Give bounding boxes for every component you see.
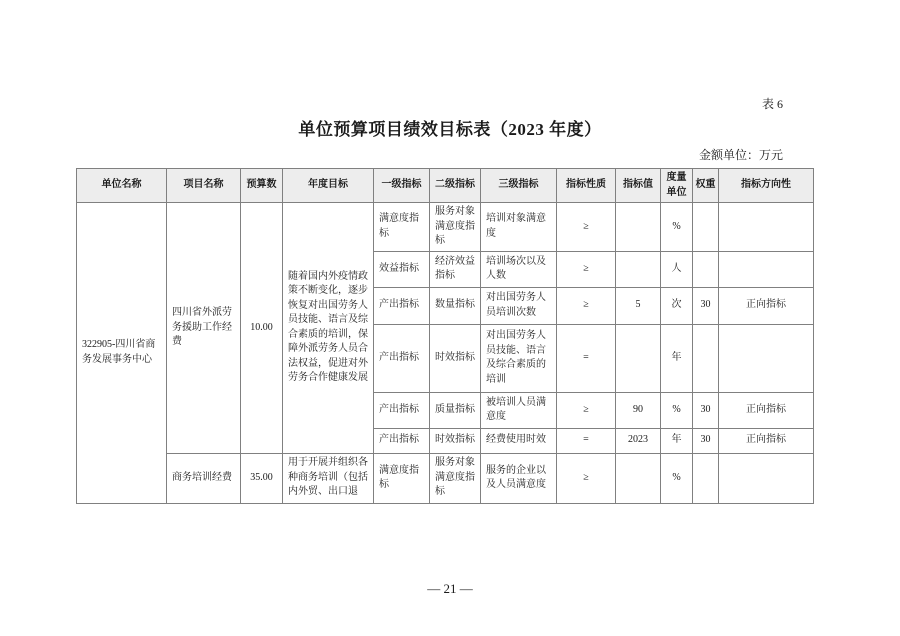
annual-goal-cell: 随着国内外疫情政策不断变化，逐步恢复对出国劳务人员技能、语言及综合素质的培训，保障外派劳务人员合法权益，促进对外劳务合作健康发展 <box>283 203 374 454</box>
header-project-name: 项目名称 <box>167 169 241 203</box>
direction-cell: 正向指标 <box>719 428 814 453</box>
level2-cell: 质量指标 <box>430 392 481 428</box>
direction-cell <box>719 203 814 252</box>
level2-cell: 时效指标 <box>430 428 481 453</box>
value-cell: 2023 <box>616 428 661 453</box>
measure-unit-cell: % <box>661 203 693 252</box>
level1-cell: 产出指标 <box>374 324 430 392</box>
direction-cell <box>719 324 814 392</box>
weight-cell: 30 <box>693 428 719 453</box>
direction-cell: 正向指标 <box>719 392 814 428</box>
weight-cell: 30 <box>693 287 719 324</box>
unit-name-cell: 322905-四川省商务发展事务中心 <box>77 203 167 504</box>
level2-cell: 服务对象满意度指标 <box>430 453 481 503</box>
level3-cell: 对出国劳务人员技能、语言及综合素质的培训 <box>481 324 557 392</box>
level3-cell: 服务的企业以及人员满意度 <box>481 453 557 503</box>
project-name-cell: 商务培训经费 <box>167 453 241 503</box>
measure-unit-cell: 年 <box>661 324 693 392</box>
header-indicator-value: 指标值 <box>616 169 661 203</box>
level3-cell: 培训场次以及人数 <box>481 251 557 287</box>
header-direction: 指标方向性 <box>719 169 814 203</box>
header-unit-name: 单位名称 <box>77 169 167 203</box>
level2-cell: 数量指标 <box>430 287 481 324</box>
nature-cell: ≥ <box>557 203 616 252</box>
level1-cell: 满意度指标 <box>374 453 430 503</box>
measure-unit-cell: % <box>661 453 693 503</box>
level3-cell: 经费使用时效 <box>481 428 557 453</box>
value-cell <box>616 453 661 503</box>
value-cell: 90 <box>616 392 661 428</box>
measure-unit-cell: 次 <box>661 287 693 324</box>
level1-cell: 效益指标 <box>374 251 430 287</box>
level1-cell: 产出指标 <box>374 428 430 453</box>
direction-cell <box>719 251 814 287</box>
level3-cell: 对出国劳务人员培训次数 <box>481 287 557 324</box>
nature-cell: = <box>557 428 616 453</box>
value-cell <box>616 251 661 287</box>
page-number: — 21 — <box>427 581 473 596</box>
budget-cell: 10.00 <box>241 203 283 454</box>
direction-cell: 正向指标 <box>719 287 814 324</box>
weight-cell <box>693 251 719 287</box>
header-indicator-nature: 指标性质 <box>557 169 616 203</box>
table-number-label: 表 6 <box>761 97 783 111</box>
table-row <box>77 453 814 503</box>
level1-cell: 满意度指标 <box>374 203 430 252</box>
level2-cell: 时效指标 <box>430 324 481 392</box>
project-name-cell: 四川省外派劳务援助工作经费 <box>167 203 241 454</box>
level1-cell: 产出指标 <box>374 392 430 428</box>
header-measure-unit: 度量单位 <box>661 169 693 203</box>
header-level2-indicator: 二级指标 <box>430 169 481 203</box>
level3-cell: 被培训人员满意度 <box>481 392 557 428</box>
weight-cell: 30 <box>693 392 719 428</box>
nature-cell: = <box>557 324 616 392</box>
nature-cell: ≥ <box>557 392 616 428</box>
table-row <box>77 203 814 252</box>
measure-unit-cell: % <box>661 392 693 428</box>
performance-target-table <box>76 168 814 504</box>
measure-unit-cell: 人 <box>661 251 693 287</box>
annual-goal-cell: 用于开展并组织各种商务培训（包括内外贸、出口退 <box>283 453 374 503</box>
level3-cell: 培训对象满意度 <box>481 203 557 252</box>
value-cell: 5 <box>616 287 661 324</box>
level2-cell: 经济效益指标 <box>430 251 481 287</box>
weight-cell <box>693 324 719 392</box>
header-weight: 权重 <box>693 169 719 203</box>
header-level3-indicator: 三级指标 <box>481 169 557 203</box>
weight-cell <box>693 453 719 503</box>
direction-cell <box>719 453 814 503</box>
nature-cell: ≥ <box>557 287 616 324</box>
level1-cell: 产出指标 <box>374 287 430 324</box>
amount-unit-note: 金额单位：万元 <box>698 148 783 162</box>
nature-cell: ≥ <box>557 251 616 287</box>
budget-cell: 35.00 <box>241 453 283 503</box>
nature-cell: ≥ <box>557 453 616 503</box>
weight-cell <box>693 203 719 252</box>
header-budget: 预算数 <box>241 169 283 203</box>
table-header-row <box>77 169 814 203</box>
value-cell <box>616 324 661 392</box>
header-annual-goal: 年度目标 <box>283 169 374 203</box>
page-title: 单位预算项目绩效目标表（2023 年度） <box>298 120 602 139</box>
value-cell <box>616 203 661 252</box>
level2-cell: 服务对象满意度指标 <box>430 203 481 252</box>
header-level1-indicator: 一级指标 <box>374 169 430 203</box>
measure-unit-cell: 年 <box>661 428 693 453</box>
